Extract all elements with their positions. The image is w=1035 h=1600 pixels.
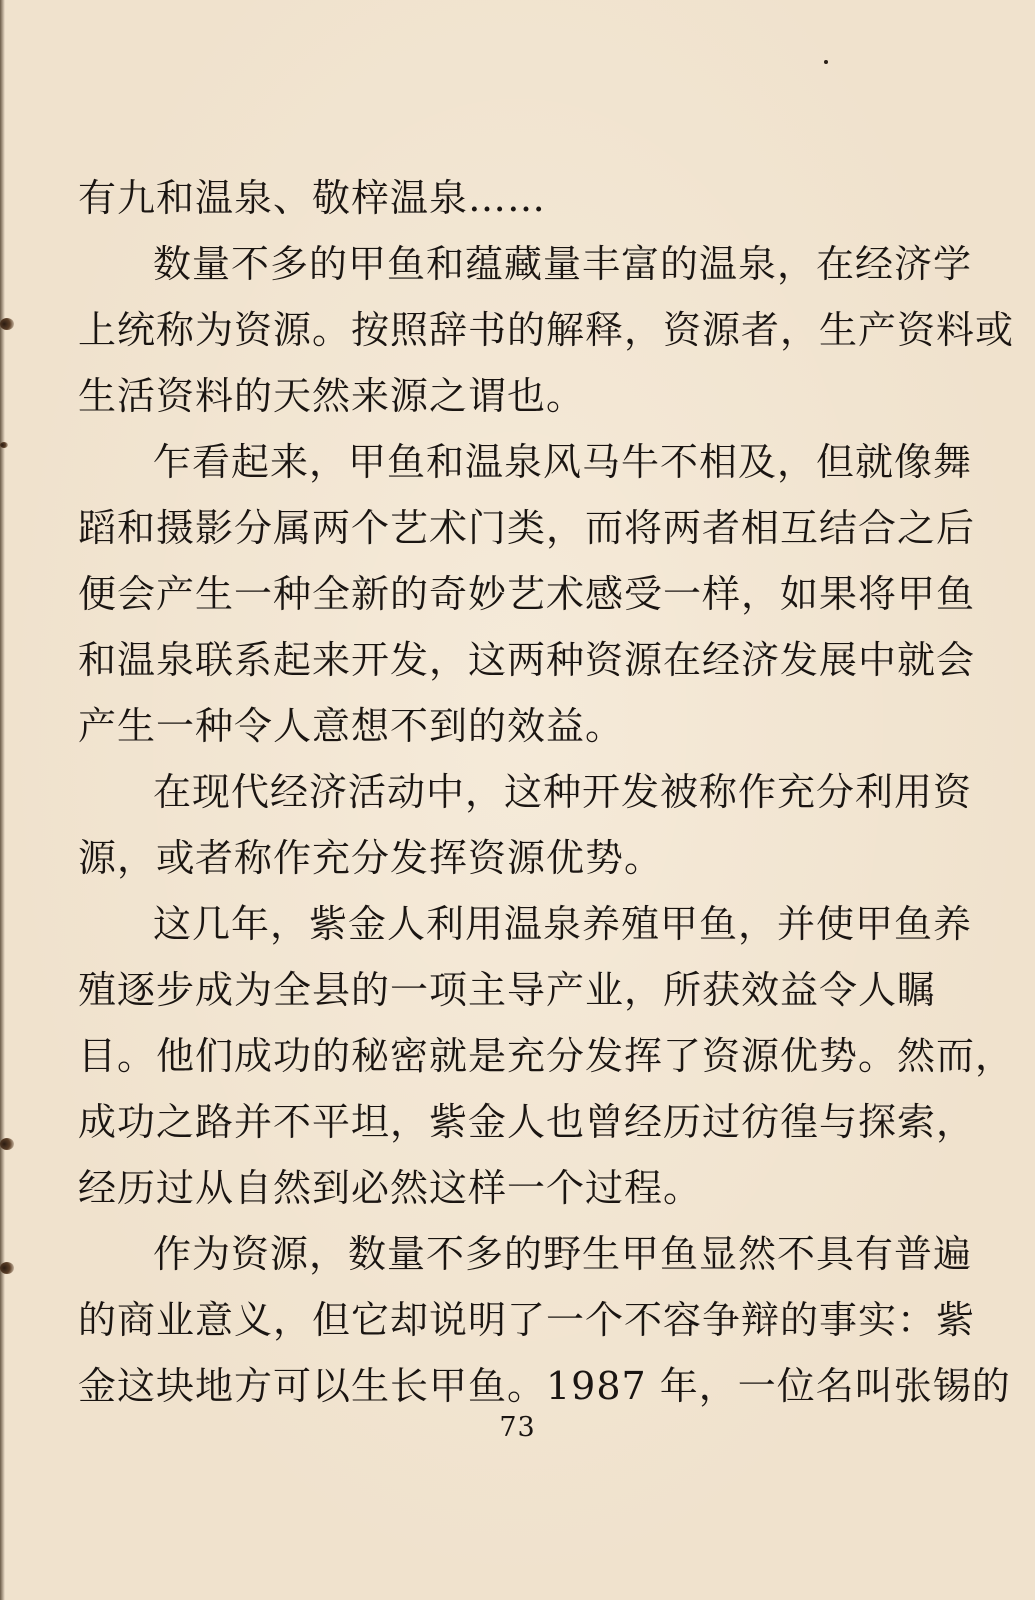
ink-speck (824, 60, 828, 64)
text-line: 乍看起来，甲鱼和温泉风马牛不相及，但就像舞 (153, 440, 973, 484)
text-line: 在现代经济活动中，这种开发被称作充分利用资 (153, 770, 973, 814)
text-line: 这几年，紫金人利用温泉养殖甲鱼，并使甲鱼养 (153, 902, 973, 946)
text-line: 有九和温泉、敬梓温泉…… (78, 176, 547, 220)
text-line: 金这块地方可以生长甲鱼。1987 年，一位名叫张锡的 (78, 1364, 1011, 1408)
page-edge-shadow (0, 0, 5, 1600)
text-line: 和温泉联系起来开发，这两种资源在经济发展中就会 (78, 638, 976, 682)
text-line: 经历过从自然到必然这样一个过程。 (78, 1166, 703, 1210)
text-line: 产生一种令人意想不到的效益。 (78, 704, 625, 748)
page-number: 73 (499, 1412, 536, 1443)
text-line: 源，或者称作充分发挥资源优势。 (78, 836, 664, 880)
body-text (78, 165, 1015, 1419)
text-line: 生活资料的天然来源之谓也。 (78, 374, 586, 418)
text-line: 目。他们成功的秘密就是充分发挥了资源优势。然而， (78, 1034, 1015, 1078)
text-line: 便会产生一种全新的奇妙艺术感受一样，如果将甲鱼 (78, 572, 976, 616)
text-line: 数量不多的甲鱼和蕴藏量丰富的温泉，在经济学 (153, 242, 973, 286)
binding-hole-mark (0, 442, 8, 448)
binding-hole-mark (0, 1262, 14, 1274)
text-line: 上统称为资源。按照辞书的解释，资源者，生产资料或 (78, 308, 1015, 352)
text-line: 的商业意义，但它却说明了一个不容争辩的事实：紫 (78, 1298, 976, 1342)
text-line: 殖逐步成为全县的一项主导产业，所获效益令人瞩 (78, 968, 937, 1012)
text-line: 成功之路并不平坦，紫金人也曾经历过彷徨与探索， (78, 1100, 976, 1144)
binding-hole-mark (0, 318, 14, 330)
binding-hole-mark (0, 1138, 14, 1150)
text-line: 作为资源，数量不多的野生甲鱼显然不具有普遍 (153, 1232, 973, 1276)
text-line: 蹈和摄影分属两个艺术门类，而将两者相互结合之后 (78, 506, 976, 550)
